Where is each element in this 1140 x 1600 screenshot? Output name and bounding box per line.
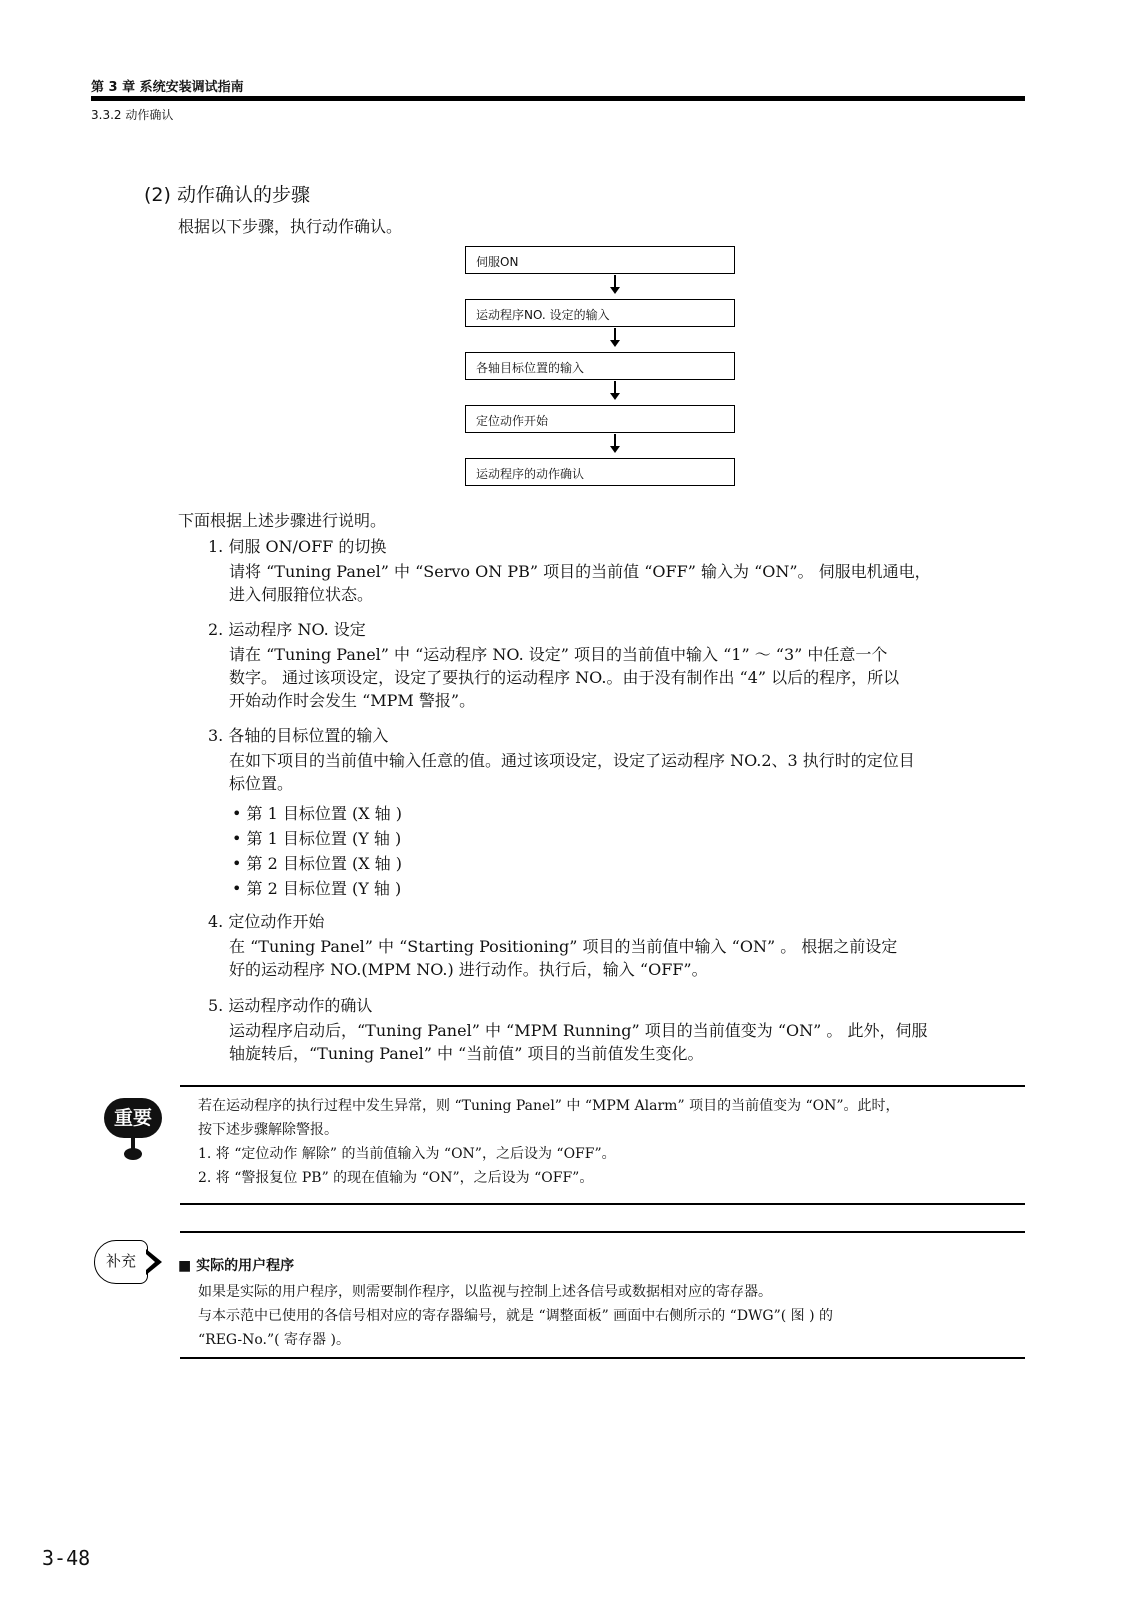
flow-arrow-icon <box>609 275 621 295</box>
section-header: 3.3.2 动作确认 <box>91 108 174 122</box>
important-text: 若在运动程序的执行过程中发生异常，则 “Tuning Panel” 中 “MPM Alarm” 项目的当前值变为 “ON”。此时， 按下述步骤解除警报。 1. 将 “定位动作 解除” 的当前值输入为 “ON”，之后设为 “OFF”。 2. 将 “警报复位 PB” 的现在值输为 “ON”，之后设为 “OFF”。 <box>198 1098 900 1186</box>
item-1-text: 请将 “Tuning Panel” 中 “Servo ON PB” 项目的当前值 “OFF” 输入为 “ON”。 伺服电机通电， 进入伺服箝位状态。 <box>229 562 931 604</box>
intro-text: 根据以下步骤，执行动作确认。 <box>178 217 403 236</box>
item-5-text: 运动程序启动后，“Tuning Panel” 中 “MPM Running” 项目的当前值变为 “ON” 。 此外，伺服 轴旋转后，“Tuning Panel” 中 “当前值” 项目的当前值发生变化。 <box>229 1021 928 1063</box>
flow-arrow-icon <box>609 381 621 401</box>
important-top-rule <box>180 1085 1025 1087</box>
header-rule <box>91 96 1025 101</box>
flow-step-2: 运动程序NO. 设定的输入 <box>465 299 735 327</box>
item-2-heading: 2. 运动程序 NO. 设定 <box>208 620 366 639</box>
list-item: • 第 2 目标位置 (X 轴 ) <box>232 854 403 873</box>
flow-step-1: 伺服ON <box>465 246 735 274</box>
flow-step-3: 各轴目标位置的输入 <box>465 352 735 380</box>
list-item: • 第 1 目标位置 (Y 轴 ) <box>232 829 402 848</box>
item-4-text: 在 “Tuning Panel” 中 “Starting Positioning” 项目的当前值中输入 “ON” 。 根据之前设定 好的运动程序 NO.(MPM NO.) 进行动作。执行后，输入 “OFF”。 <box>229 937 898 979</box>
supplement-top-rule <box>180 1231 1025 1233</box>
page-number: 3-48 <box>42 1546 91 1570</box>
list-item: • 第 1 目标位置 (X 轴 ) <box>232 804 403 823</box>
chapter-header: 第 3 章 系统安装调试指南 <box>91 80 244 95</box>
explain-intro: 下面根据上述步骤进行说明。 <box>178 511 387 530</box>
supplement-icon: 补充 <box>94 1240 174 1284</box>
item-5-heading: 5. 运动程序动作的确认 <box>208 996 373 1015</box>
supplement-text: 如果是实际的用户程序，则需要制作程序，以监视与控制上述各信号或数据相对应的寄存器。 与本示范中已使用的各信号相对应的寄存器编号，就是 “调整面板” 画面中右侧所示的 “DWG”( 图 ) 的 “REG-No.”( 寄存器 )。 <box>198 1284 834 1348</box>
flow-step-5: 运动程序的动作确认 <box>465 458 735 486</box>
item-1-heading: 1. 伺服 ON/OFF 的切换 <box>208 537 387 556</box>
important-bottom-rule <box>180 1203 1025 1205</box>
list-item: • 第 2 目标位置 (Y 轴 ) <box>232 879 402 898</box>
supplement-title: ■ 实际的用户程序 <box>178 1258 295 1274</box>
flow-step-4: 定位动作开始 <box>465 405 735 433</box>
item-2-text: 请在 “Tuning Panel” 中 “运动程序 NO. 设定” 项目的当前值中输入 “1” ～ “3” 中任意一个 数字。 通过该项设定，设定了要执行的运动程序 NO.。由于没有制作出 “4” 以后的程序，所以 开始动作时会发生 “MPM 警报”。 <box>229 645 900 710</box>
supplement-bottom-rule <box>180 1357 1025 1359</box>
item-3-heading: 3. 各轴的目标位置的输入 <box>208 726 389 745</box>
item-3-text: 在如下项目的当前值中输入任意的值。通过该项设定，设定了运动程序 NO.2、3 执行时的定位目 标位置。 <box>229 751 915 793</box>
flow-arrow-icon <box>609 434 621 454</box>
flow-arrow-icon <box>609 328 621 348</box>
section-title: (2) 动作确认的步骤 <box>144 184 310 206</box>
item-4-heading: 4. 定位动作开始 <box>208 912 325 931</box>
important-icon: 重要 <box>104 1098 164 1168</box>
